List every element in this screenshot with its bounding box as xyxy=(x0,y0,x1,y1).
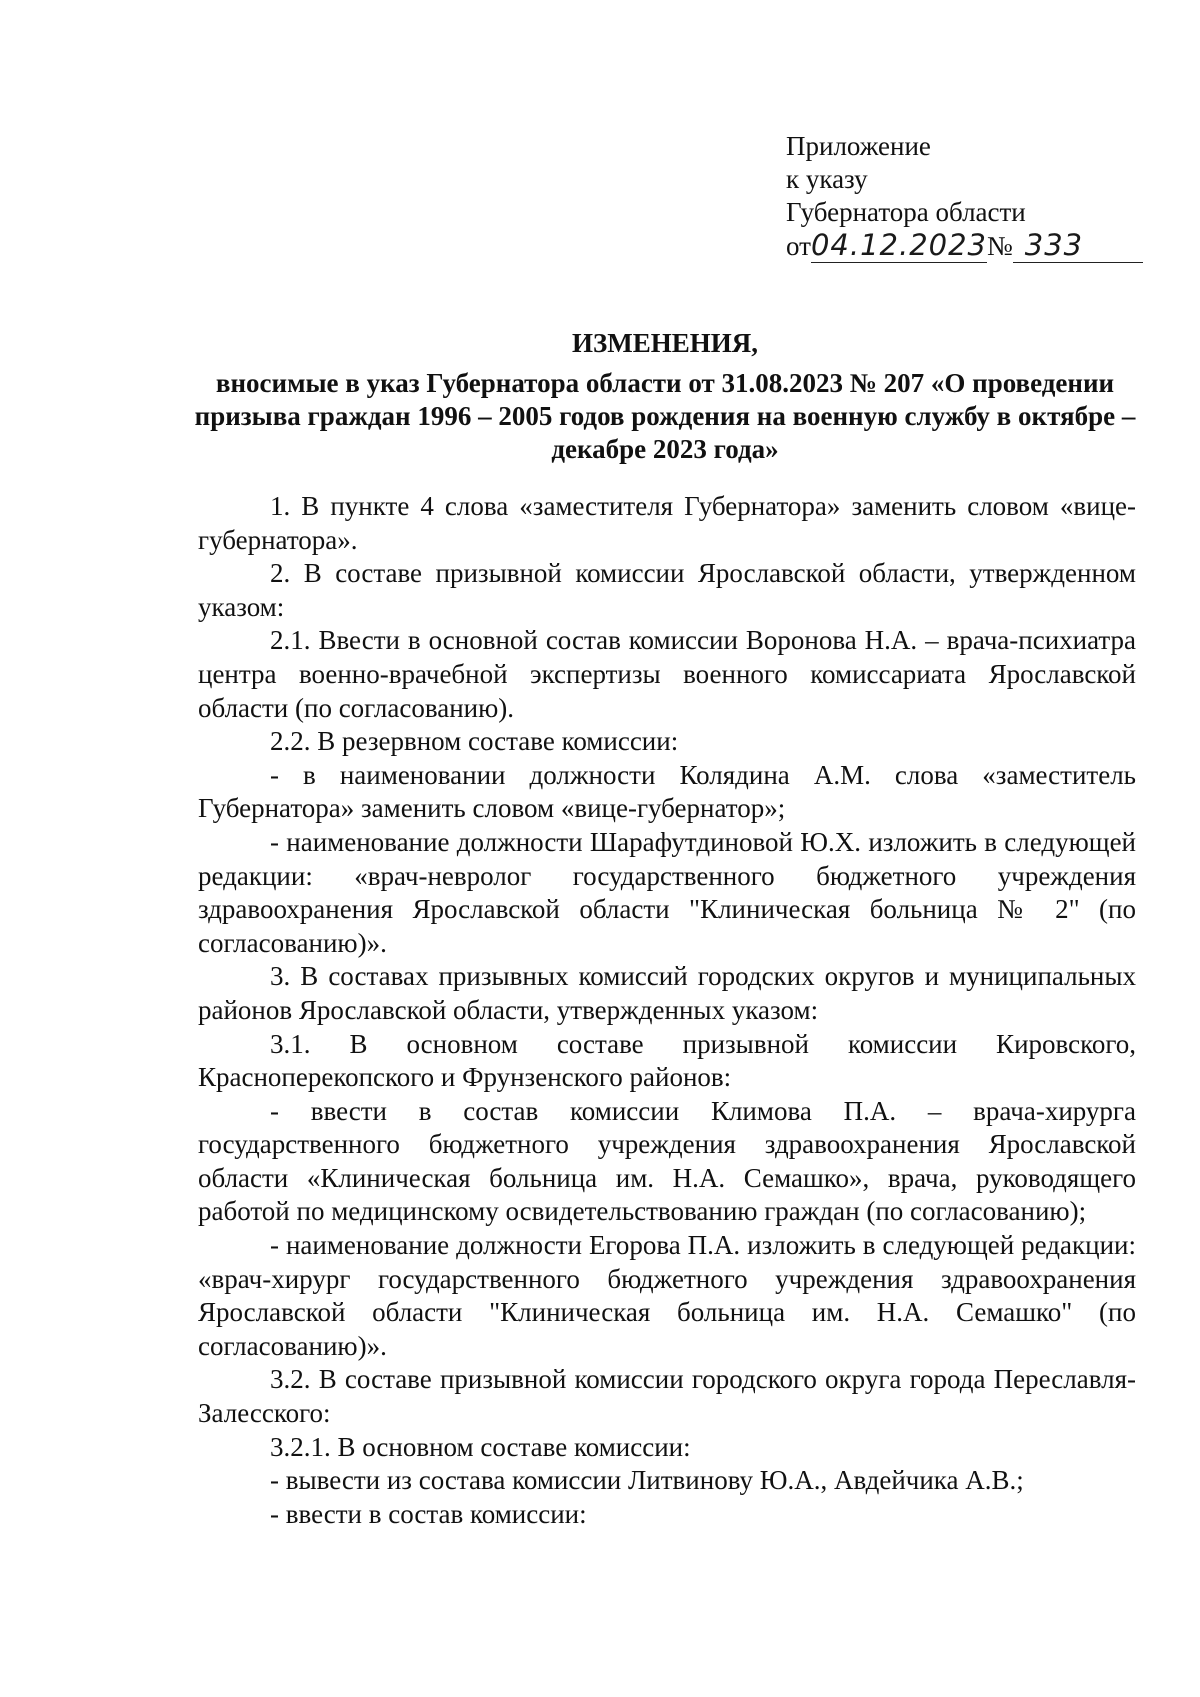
paragraph-2-2-item-2: - наименование должности Шарафутдиновой Ю.Х. изложить в следующей редакции: «врач-невролог государственного бюджетного учреждения здравоохранения Ярославской области "Клиническая больница № 2" (по согласованию)». xyxy=(198,826,1136,958)
appendix-line-2: к указу xyxy=(786,164,868,194)
number-label: № xyxy=(987,231,1013,261)
document-subtitle: вносимые в указ Губернатора области от 31.08.2023 № 207 «О проведении призыва граждан 1996 – 2005 годов рождения на военную службу в октябре – декабре 2023 года» xyxy=(194,368,1136,464)
document-heading: ИЗМЕНЕНИЯ, xyxy=(571,328,758,358)
paragraph-3-2: 3.2. В составе призывной комиссии городского округа города Переславля-Залесского: xyxy=(198,1364,1136,1429)
paragraph-2: 2. В составе призывной комиссии Ярославской области, утвержденном указом: xyxy=(198,558,1136,622)
paragraph-2-2: 2.2. В резервном составе комиссии: xyxy=(270,726,679,757)
decree-reference xyxy=(786,229,1143,263)
document-body xyxy=(198,490,1136,1531)
paragraph-3-2-1-item-2: - ввести в состав комиссии: xyxy=(270,1498,587,1529)
paragraph-2-2-item-1: - в наименовании должности Колядина А.М. слова «заместитель Губернатора» заменить словом «вице-губернатор»; xyxy=(198,759,1136,824)
handwritten-date: 04.12.2023 xyxy=(810,228,987,262)
paragraph-3-2-1-item-1: - вывести из состава комиссии Литвинову Ю.А., Авдейчика А.В.; xyxy=(270,1465,1024,1496)
paragraph-2-1: 2.1. Ввести в основной состав комиссии Воронова Н.А. – врача-психиатра центра военно-врачебной экспертизы военного комиссариата Ярославской области (по согласованию). xyxy=(198,625,1136,723)
handwritten-number: 333 xyxy=(1013,229,1143,263)
paragraph-3-1-item-1: - ввести в состав комиссии Климова П.А. – врача-хирурга государственного бюджетного учреждения здравоохранения Ярославской области «Клиническая больница им. Н.А. Семашко», врача, руководящего работой по медицинскому освидетельствованию граждан (по согласованию); xyxy=(198,1095,1136,1227)
paragraph-3: 3. В составах призывных комиссий городских округов и муниципальных районов Ярославской области, утвержденных указом: xyxy=(198,961,1136,1025)
from-label: от xyxy=(786,231,811,261)
paragraph-3-1-item-2: - наименование должности Егорова П.А. изложить в следующей редакции: «врач-хирург государственного бюджетного учреждения здравоохранения Ярославской области "Клиническая больница им. Н.А. Семашко" (по согласованию)». xyxy=(198,1230,1136,1361)
paragraph-3-1: 3.1. В основном составе призывной комиссии Кировского, Красноперекопского и Фрунзенского районов: xyxy=(198,1028,1136,1093)
appendix-block xyxy=(786,130,1143,263)
paragraph-1: 1. В пункте 4 слова «заместителя Губернатора» заменить словом «вице-губернатора». xyxy=(198,491,1136,555)
appendix-line-1: Приложение xyxy=(786,131,931,161)
appendix-line-3: Губернатора области xyxy=(786,197,1026,227)
paragraph-3-2-1: 3.2.1. В основном составе комиссии: xyxy=(270,1431,691,1462)
